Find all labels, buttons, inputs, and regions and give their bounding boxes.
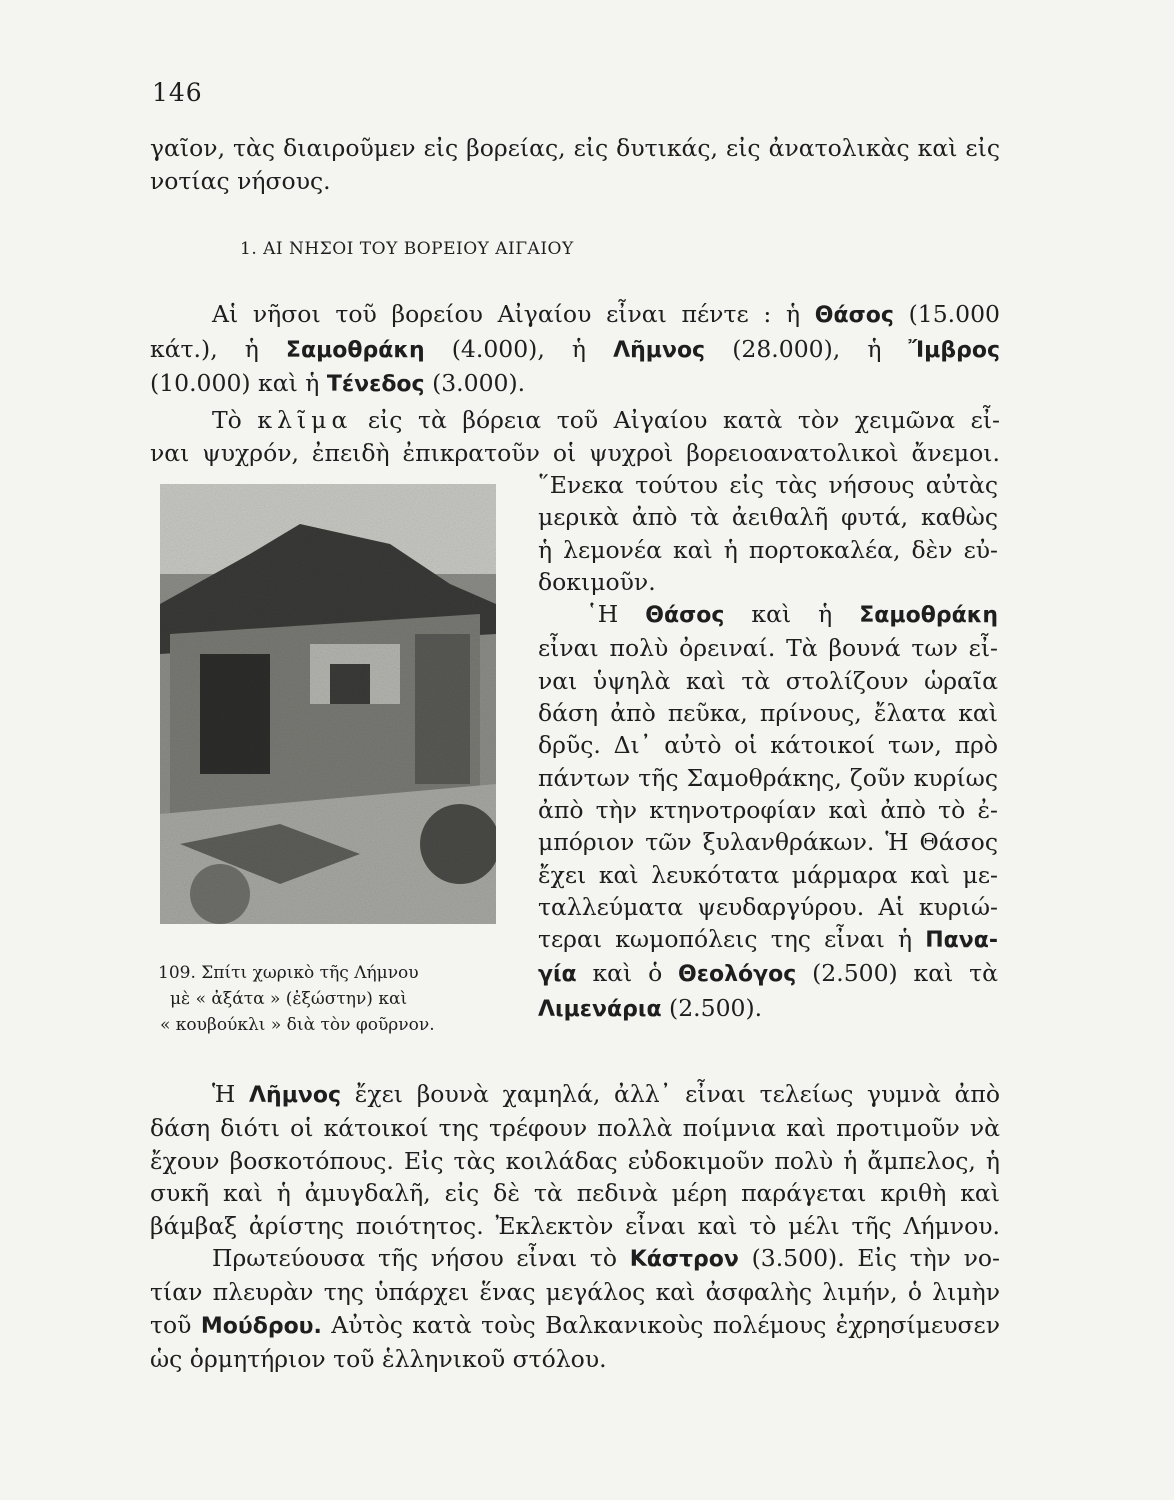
- p4-line-4: ὡς ὁρμητήριον τοῦ ἑλληνικοῦ στόλου.: [150, 1345, 607, 1374]
- col-line-11: ἀπὸ τὴν κτηνοτροφίαν καὶ ἀπὸ τὸ ἐ-: [538, 795, 998, 824]
- tenedos-term: Τένεδος: [326, 372, 425, 397]
- caption-line-2: μὲ « ἀξάτα » (ἐξώστην) καὶ: [170, 989, 408, 1009]
- col-text-a: ῾Η: [586, 600, 646, 629]
- p1-text-c: κάτ.), ἡ: [150, 334, 286, 363]
- p4-line-1: [150, 1242, 1000, 1276]
- caption-line-1: 109. Σπίτι χωρικὸ τῆς Λήμνου: [158, 963, 419, 983]
- p3-text-a: Ἡ: [212, 1080, 250, 1108]
- p1-line-2: [150, 333, 1000, 368]
- col-text-d: καὶ ὁ: [576, 959, 679, 988]
- col-text-b: καὶ ἡ: [724, 600, 860, 629]
- col-line-8: δάση ἀπὸ πεῦκα, πρίνους, ἔλατα καὶ: [538, 699, 998, 728]
- col-text-f: (2.500).: [661, 993, 763, 1022]
- col-line-3: ἡ λεμονέα καὶ ἡ πορτοκαλέα, δὲν εὐ-: [538, 535, 998, 564]
- p3-limnos-term: Λῆμνος: [249, 1083, 342, 1108]
- p4-text-d: τοῦ: [150, 1310, 201, 1339]
- figure-caption: [158, 960, 503, 1038]
- p3-line-2: δάση διότι οἱ κάτοικοί της τρέφουν πολλὰ ποίμνια καὶ προτιμοῦν νὰ: [150, 1114, 1000, 1143]
- col-line-1: ῞Ενεκα τούτου εἰς τὰς νήσους αὐτὰς: [538, 471, 998, 499]
- thasos-term: Θάσος: [814, 303, 894, 328]
- p2-text-a: Τὸ: [212, 406, 258, 434]
- col-thasos-term: Θάσος: [645, 603, 725, 629]
- p3-line-5: βάμβαξ ἀρίστης ποιότητος. Ἐκλεκτὸν εἶναι καὶ τὸ μέλι τῆς Λήμνου.: [150, 1211, 1000, 1240]
- p2-line-1: [150, 404, 1000, 437]
- intro-line-1: γαῖον, τὰς διαιροῦμεν εἰς βορείας, εἰς δυτικάς, εἰς ἀνατολικὰς καὶ εἰς: [150, 134, 1000, 162]
- col-line-17: [538, 992, 998, 1026]
- p1-line-3: [150, 367, 1000, 402]
- intro-line-2: νοτίας νήσους.: [150, 166, 331, 195]
- panagia-term-2: γία: [538, 962, 577, 988]
- col-line-2: μερικὰ ἀπὸ τὰ ἀειθαλῆ φυτά, καθὼς: [538, 503, 998, 532]
- col-line-15: [538, 923, 998, 957]
- p4-text-e: Αὐτὸς κατὰ τοὺς Βαλκανικοὺς πολέμους ἐχρησίμευσεν: [321, 1310, 1000, 1339]
- p1-text-f: (10.000) καὶ ἡ: [150, 369, 327, 397]
- p3-line-3: ἔχουν βοσκοτόπους. Εἰς τὰς κοιλάδας εὐδοκιμοῦν πολὺ ἡ ἄμπελος, ἡ: [150, 1146, 1000, 1175]
- col-line-10: πάντων τῆς Σαμοθράκης, ζοῦν κυρίως: [538, 763, 998, 792]
- p1-text-a: Αἱ νῆσοι τοῦ βορείου Αἰγαίου εἶναι πέντε : ἡ: [212, 300, 815, 328]
- col-text-c: τεραι κωμοπόλεις της εἶναι ἡ: [538, 925, 926, 954]
- figure-photo: [160, 484, 496, 924]
- right-column: [538, 469, 998, 1026]
- p1-text-g: (3.000).: [424, 369, 526, 397]
- paragraph-islands: [150, 298, 1000, 402]
- limenaria-term: Λιμενάρια: [538, 996, 662, 1022]
- col-samothraki-term: Σαμοθράκη: [859, 603, 998, 629]
- page-number: 146: [152, 78, 203, 107]
- p4-line-3: [150, 1309, 1000, 1343]
- col-line-16: [538, 957, 998, 991]
- intro-paragraph: [150, 132, 1000, 197]
- panagia-term-1: Πανα-: [925, 928, 998, 954]
- p4-text-b: (3.500). Εἰς τὴν νο-: [738, 1244, 1000, 1272]
- limnos-term: Λῆμνος: [613, 337, 706, 363]
- p1-line-1: [150, 298, 1000, 333]
- section-heading: 1. ΑΙ ΝΗΣΟΙ ΤΟΥ ΒΟΡΕΙΟΥ ΑΙΓΑΙΟΥ: [240, 239, 574, 259]
- p4-text-a: Πρωτεύουσα τῆς νήσου εἶναι τὸ: [212, 1244, 630, 1272]
- moudros-term: Μούδρου.: [200, 1313, 322, 1339]
- p1-text-d: (4.000), ἡ: [424, 334, 614, 363]
- col-line-7: ναι ὑψηλὰ καὶ τὰ στολίζουν ὡραῖα: [538, 666, 998, 695]
- col-line-4: δοκιμοῦν.: [538, 567, 656, 596]
- kastron-term: Κάστρον: [629, 1247, 739, 1272]
- p1-text-e: (28.000), ἡ: [705, 334, 909, 363]
- col-line-12: μπόριον τῶν ξυλανθράκων. Ἡ Θάσος: [538, 828, 998, 857]
- p3-line-4: συκῆ καὶ ἡ ἀμυγδαλῆ, εἰς δὲ τὰ πεδινὰ μέρη παράγεται κριθὴ καὶ: [150, 1179, 1000, 1208]
- p2-text-b: εἰς τὰ βόρεια τοῦ Αἰγαίου κατὰ τὸν χειμῶνα εἶ-: [352, 406, 1000, 434]
- p4-line-2: τίαν πλευρὰν της ὑπάρχει ἕνας μεγάλος καὶ ἀσφαλὴς λιμήν, ὁ λιμὴν: [150, 1278, 1000, 1307]
- village-house-photo: [160, 484, 496, 924]
- theologos-term: Θεολόγος: [678, 962, 797, 988]
- klima-term: κλῖμα: [257, 406, 353, 434]
- col-line-14: ταλλεύματα ψευδαργύρου. Αἱ κυριώ-: [538, 892, 998, 921]
- paragraph-limnos: [150, 1078, 1000, 1242]
- paragraph-capital: [150, 1242, 1000, 1376]
- col-line-13: ἔχει καὶ λευκότατα μάρμαρα καὶ με-: [538, 860, 998, 889]
- p3-text-b: ἔχει βουνὰ χαμηλά, ἀλλ᾽ εἶναι τελείως γυμνὰ ἀπὸ: [341, 1080, 1000, 1108]
- col-text-e: (2.500) καὶ τὰ: [796, 959, 998, 988]
- caption-line-3: « κουβούκλι » διὰ τὸν φοῦρνον.: [160, 1015, 435, 1035]
- p1-text-b: (15.000: [893, 300, 1000, 328]
- paragraph-climate: [150, 404, 1000, 469]
- imvros-term: Ἴμβρος: [908, 337, 1000, 363]
- samothraki-term: Σαμοθράκη: [285, 337, 425, 363]
- col-line-9: δρῦς. Δι᾽ αὐτὸ οἱ κάτοικοί των, πρὸ: [538, 731, 998, 760]
- p2-line-2: ναι ψυχρόν, ἐπειδὴ ἐπικρατοῦν οἱ ψυχροὶ βορειοανατολικοὶ ἄνεμοι.: [150, 438, 1000, 467]
- col-line-6: εἶναι πολὺ ὀρειναί. Τὰ βουνά των εἶ-: [538, 634, 998, 663]
- col-line-5: [538, 598, 998, 632]
- p3-line-1: [150, 1078, 1000, 1112]
